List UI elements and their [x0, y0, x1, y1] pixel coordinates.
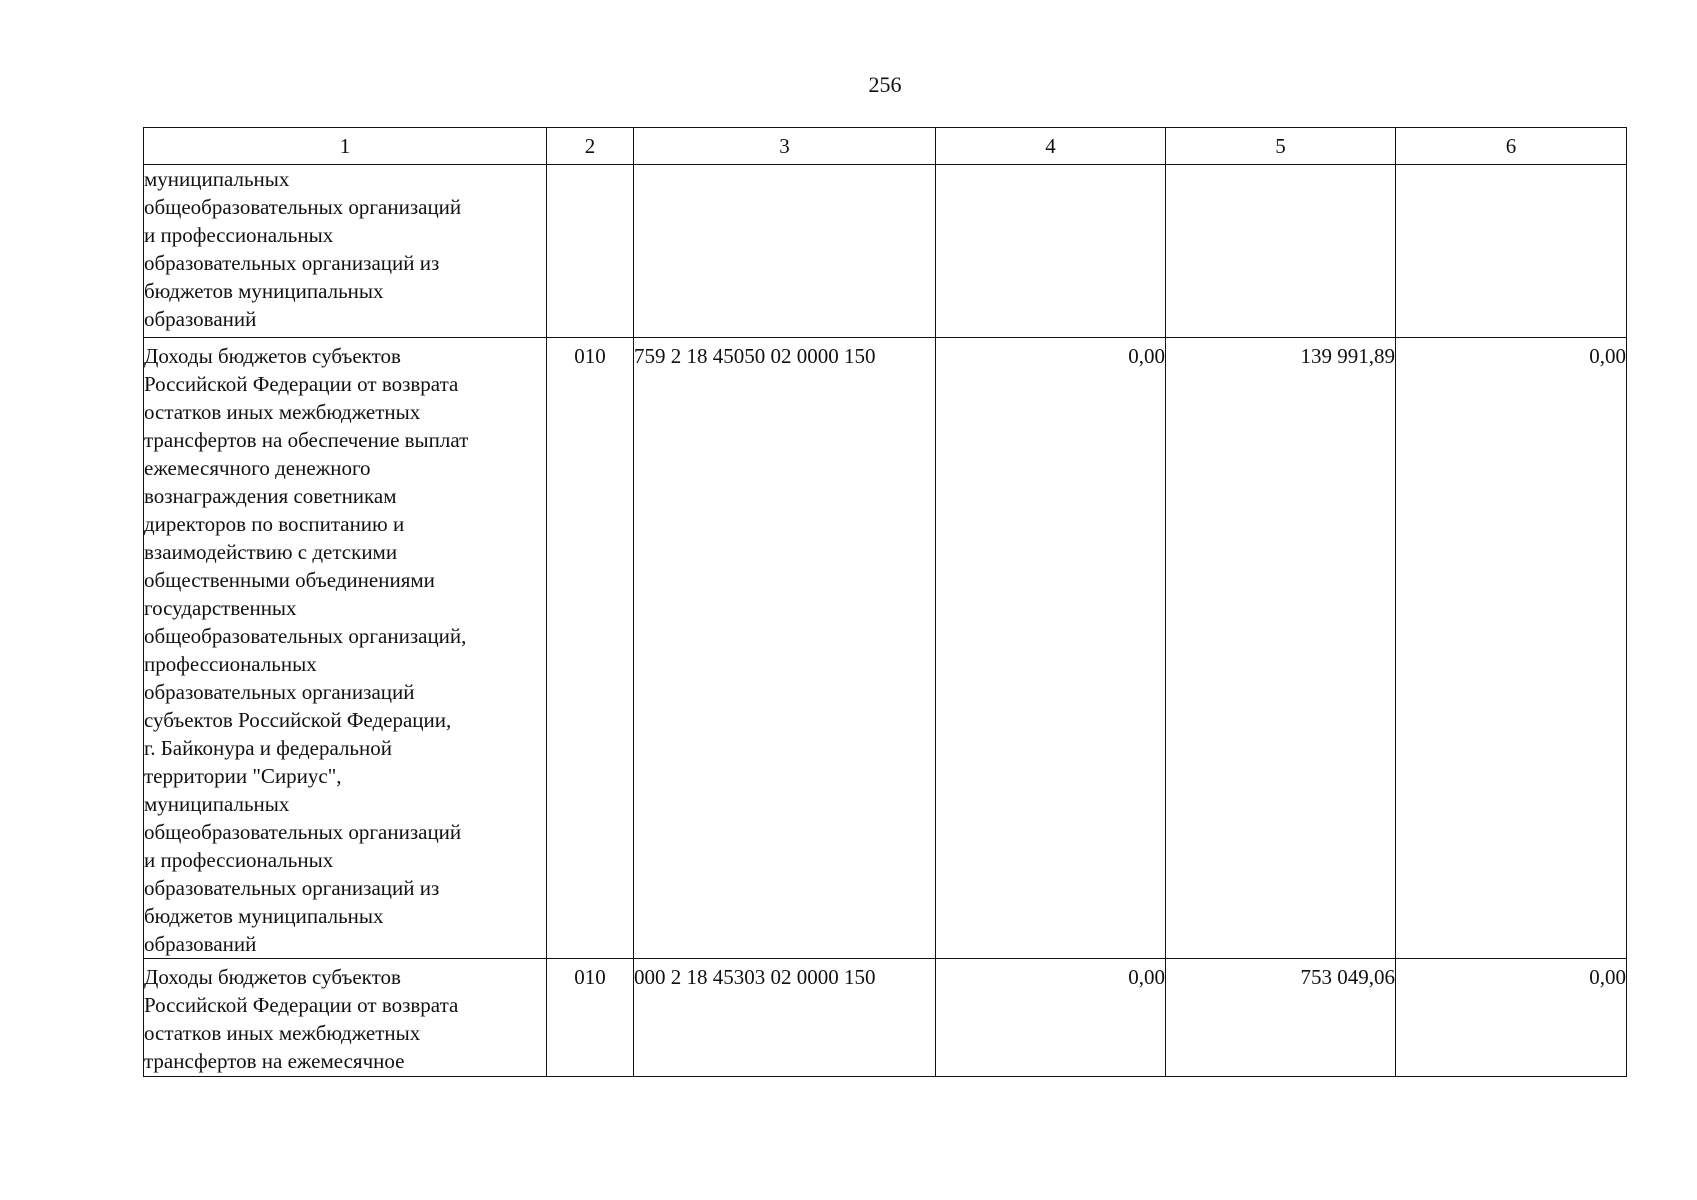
column-header-6: 6	[1396, 128, 1627, 165]
name-line: общеобразовательных организаций,	[144, 624, 467, 648]
name-line: взаимодействию с детскими	[144, 540, 398, 564]
name-line: бюджетов муниципальных	[144, 279, 384, 303]
row-col6-cell: 0,00	[1396, 959, 1627, 1077]
name-line: остатков иных межбюджетных	[144, 400, 421, 424]
row-col6-cell	[1396, 165, 1627, 338]
name-line: трансфертов на обеспечение выплат	[144, 428, 469, 452]
table-row	[144, 959, 1627, 1077]
name-line: территории "Сириус",	[144, 764, 342, 788]
name-line: Российской Федерации от возврата	[144, 372, 459, 396]
name-line: Доходы бюджетов субъектов	[144, 965, 401, 989]
name-line: трансфертов на ежемесячное	[144, 1049, 405, 1073]
name-line: бюджетов муниципальных	[144, 904, 384, 928]
row-col4-cell	[936, 165, 1166, 338]
name-line: ежемесячного денежного	[144, 456, 371, 480]
name-line: остатков иных межбюджетных	[144, 1021, 421, 1045]
row-col5-cell	[1166, 165, 1396, 338]
name-line: общеобразовательных организаций	[144, 820, 462, 844]
row-code-cell	[547, 165, 634, 338]
column-header-4: 4	[936, 128, 1166, 165]
table-row	[144, 338, 1627, 959]
name-line: директоров по воспитанию и	[144, 512, 405, 536]
name-line: г. Байконура и федеральной	[144, 736, 392, 760]
row-col5-cell: 139 991,89	[1166, 338, 1396, 959]
column-header-1: 1	[144, 128, 547, 165]
name-line: Доходы бюджетов субъектов	[144, 344, 401, 368]
name-line: государственных	[144, 596, 297, 620]
budget-table	[143, 127, 1627, 1077]
page-number: 256	[868, 72, 902, 97]
row-col6-cell: 0,00	[1396, 338, 1627, 959]
name-line: и профессиональных	[144, 848, 334, 872]
name-line: образований	[144, 932, 257, 956]
row-code-cell: 010	[547, 338, 634, 959]
column-header-3: 3	[634, 128, 936, 165]
name-line: субъектов Российской Федерации,	[144, 708, 452, 732]
row-kbk-cell: 000 2 18 45303 02 0000 150	[634, 959, 936, 1077]
column-header-2: 2	[547, 128, 634, 165]
row-code-cell: 010	[547, 959, 634, 1077]
name-line: и профессиональных	[144, 223, 334, 247]
table-header-row	[144, 128, 1627, 165]
name-line: образований	[144, 307, 257, 331]
row-col4-cell: 0,00	[936, 959, 1166, 1077]
name-line: вознаграждения советникам	[144, 484, 397, 508]
table-row	[144, 165, 1627, 338]
name-line: муниципальных	[144, 792, 290, 816]
row-kbk-cell	[634, 165, 936, 338]
name-line: муниципальных	[144, 167, 290, 191]
row-kbk-cell: 759 2 18 45050 02 0000 150	[634, 338, 936, 959]
row-name-cell	[144, 338, 547, 959]
name-line: профессиональных	[144, 652, 317, 676]
name-line: образовательных организаций из	[144, 251, 440, 275]
name-line: общественными объединениями	[144, 568, 435, 592]
column-header-5: 5	[1166, 128, 1396, 165]
name-line: общеобразовательных организаций	[144, 195, 462, 219]
row-name-cell	[144, 165, 547, 338]
name-line: образовательных организаций из	[144, 876, 440, 900]
row-col5-cell: 753 049,06	[1166, 959, 1396, 1077]
row-col4-cell: 0,00	[936, 338, 1166, 959]
name-line: Российской Федерации от возврата	[144, 993, 459, 1017]
name-line: образовательных организаций	[144, 680, 415, 704]
row-name-cell	[144, 959, 547, 1077]
